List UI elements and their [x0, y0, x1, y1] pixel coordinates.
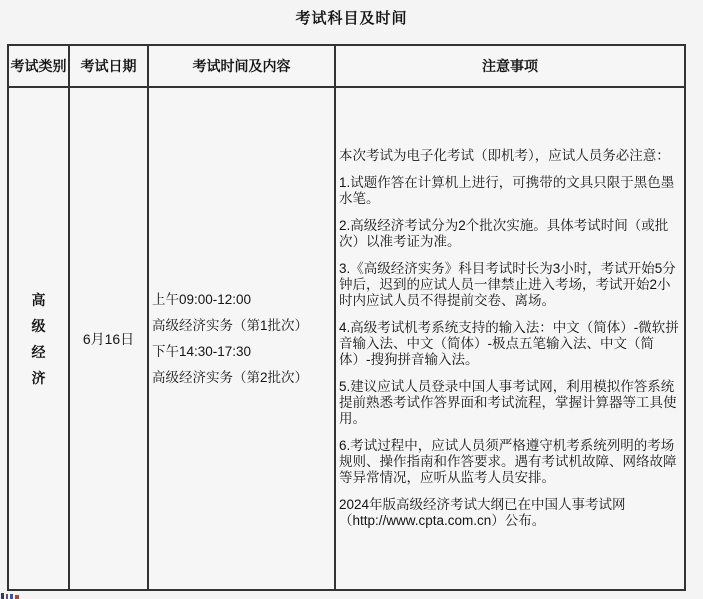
- note-paragraph: 1.试题作答在计算机上进行，可携带的文具只限于黑色墨水笔。: [339, 175, 675, 206]
- fragment-mark: [10, 594, 13, 599]
- schedule-line: 下午14:30-17:30: [152, 343, 252, 359]
- category-char: 济: [31, 369, 46, 386]
- note-paragraph: 2024年版高级经济考试大纲已在中国人事考试网（http://www.cpta.com.cn）公布。: [339, 497, 626, 528]
- header-cell-category: 考试类别: [8, 45, 69, 87]
- fragment-mark: [6, 594, 8, 599]
- note-paragraph: 5.建议应试人员登录中国人事考试网，利用模拟作答系统提前熟悉考试作答界面和考试流程，掌握计算器等工具使用。: [339, 379, 677, 426]
- fragment-mark: [15, 595, 19, 599]
- table-header-row: [8, 45, 685, 87]
- date-cell: 6月16日: [69, 87, 148, 590]
- schedule-cell: [148, 87, 335, 590]
- schedule-line: 高级经济实务（第2批次）: [152, 369, 309, 385]
- category-char: 经: [31, 343, 46, 360]
- exam-schedule-table: [7, 44, 686, 591]
- note-paragraph: 3.《高级经济实务》科目考试时长为3小时，考试开始5分钟后，迟到的应试人员一律禁止进入考场，考试开始2小时内应试人员不得提前交卷、离场。: [339, 261, 676, 308]
- header-cell-notes: 注意事项: [335, 45, 685, 87]
- header-cell-date: 考试日期: [69, 45, 148, 87]
- clipped-page-fragment: [1, 593, 27, 599]
- category-char: 高: [31, 291, 46, 308]
- table-row: [8, 87, 685, 590]
- category-cell: [8, 87, 69, 590]
- page-title: 考试科目及时间: [295, 10, 408, 27]
- note-paragraph: 6.考试过程中，应试人员须严格遵守机考系统列明的考场规则、操作指南和作答要求。遇有考试机故障、网络故障等异常情况，应听从监考人员安排。: [339, 438, 677, 485]
- schedule-line: 高级经济实务（第1批次）: [152, 317, 309, 333]
- notes-cell: [335, 87, 685, 590]
- note-paragraph: 4.高级考试机考系统支持的输入法：中文（简体）-微软拼音输入法、中文（简体）-极点五笔输入法、中文（简体）-搜狗拼音输入法。: [339, 320, 679, 367]
- schedule-line: 上午09:00-12:00: [152, 291, 252, 307]
- note-paragraph: 2.高级经济考试分为2个批次实施。具体考试时间（或批次）以准考证为准。: [339, 218, 669, 249]
- fragment-mark: [1, 593, 4, 599]
- header-cell-time-content: 考试时间及内容: [148, 45, 335, 87]
- note-paragraph: 本次考试为电子化考试（即机考），应试人员务必注意：: [339, 148, 670, 163]
- category-char: 级: [31, 317, 46, 334]
